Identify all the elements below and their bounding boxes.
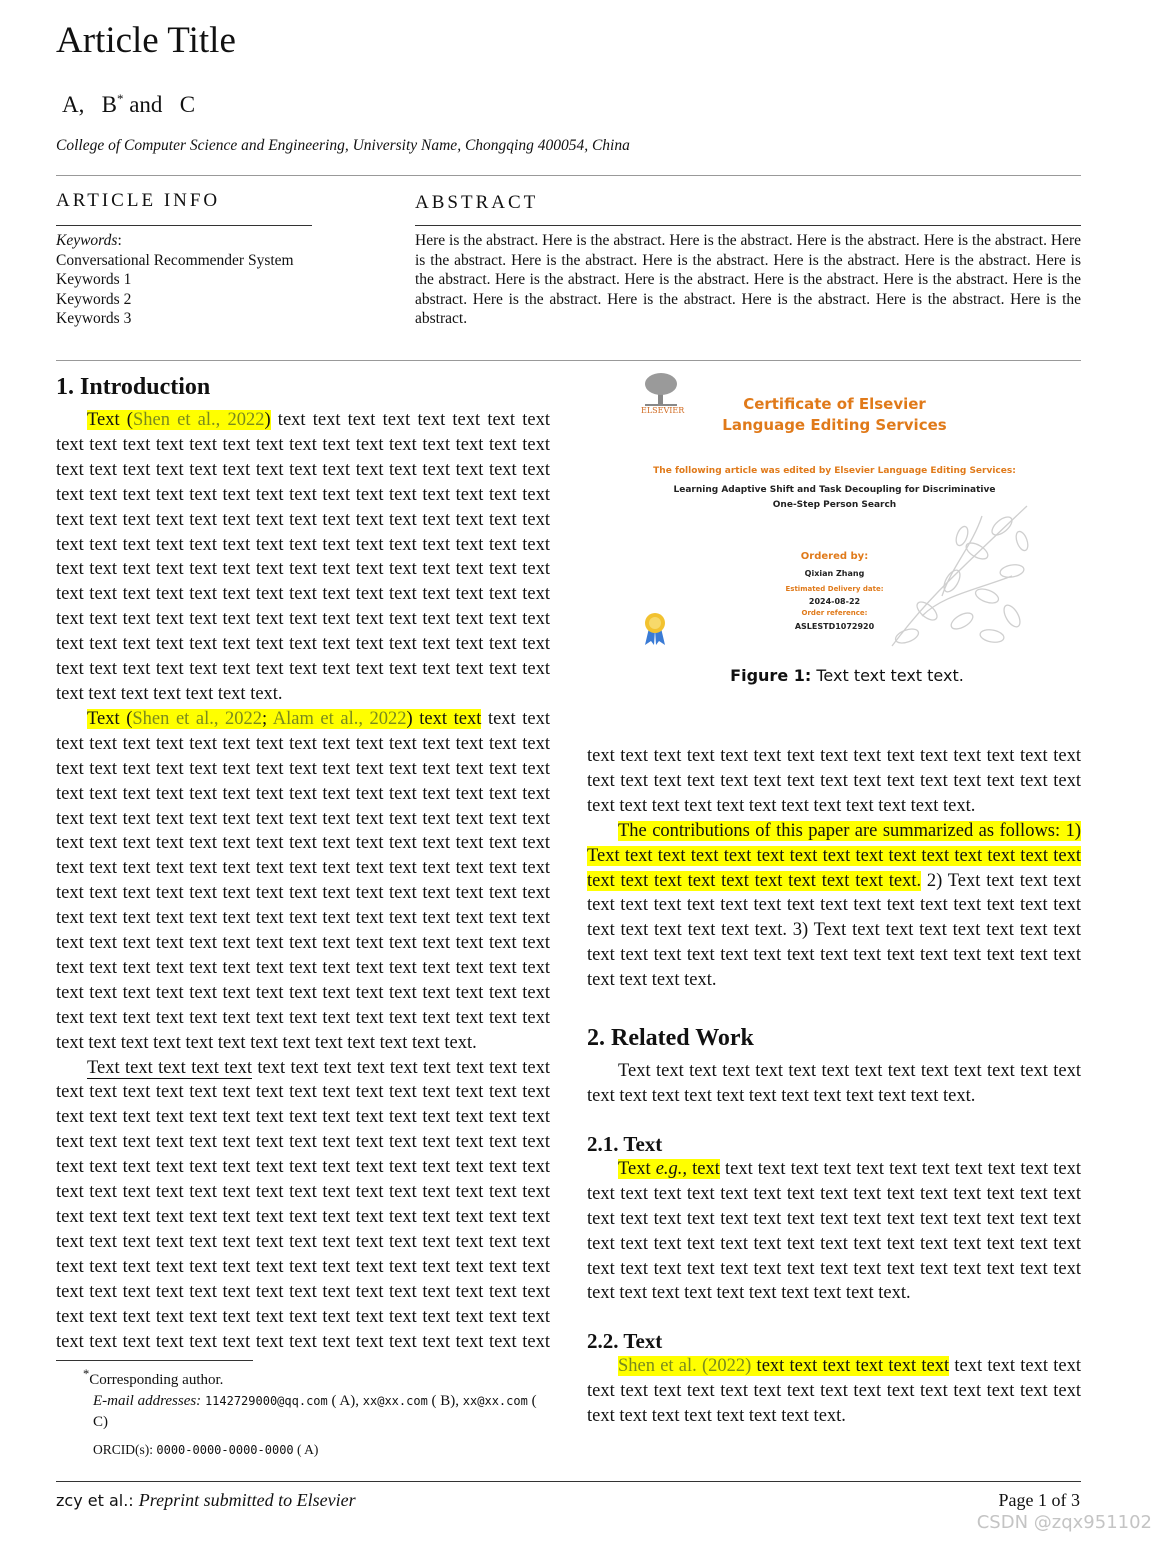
keyword-item: Conversational Recommender System — [56, 251, 294, 269]
paragraph-text: 2) Text text text text text text text text text text text text text text text text text text text text text text text text text. 3) Text text text text text text text text text text text text text text text text text text text text text text text text text text text. — [587, 870, 1081, 991]
contributions-paragraph — [587, 819, 1081, 993]
citation-link[interactable]: Shen et al. (2022) — [618, 1356, 752, 1377]
footnote-text: ( A), — [327, 1393, 363, 1409]
footnote-text: ( B), — [427, 1393, 463, 1409]
caption-label: Figure 1: — [730, 666, 812, 685]
highlight-text: text text text text text text — [751, 1356, 950, 1377]
footnote-orcid — [56, 1439, 550, 1461]
intro-paragraph-2 — [56, 707, 550, 1056]
highlight: The contributions of this paper are summarized as follows: 1) Text text text text text text text text text text text text text text text text text text text text text text text text text. — [587, 820, 1081, 891]
paragraph-text: text text text text text text text text text text text text text text text text text text text text text text text text text text text. — [587, 1356, 1081, 1427]
article-info-heading: ARTICLE INFO — [56, 190, 221, 211]
highlight — [618, 1356, 949, 1376]
footer-authors: zcy et al. — [56, 1491, 129, 1510]
email-link[interactable]: xx@xx.com — [462, 1394, 528, 1408]
corresponding-mark: * — [116, 91, 124, 106]
ordered-by-name: Qixian Zhang — [804, 569, 865, 578]
footnote-text: ( C) — [93, 1393, 537, 1430]
watermark: CSDN @zqx951102 — [976, 1512, 1152, 1533]
email-link[interactable]: xx@xx.com — [362, 1394, 428, 1408]
underlined-text: Text text text text text — [87, 1057, 253, 1078]
keywords-label: Keywords — [56, 232, 118, 249]
delivery-date: 2024-08-22 — [808, 597, 861, 606]
orcid-link[interactable]: 0000-0000-0000-0000 — [156, 1443, 294, 1457]
subsection-heading-2-2: 2.2. Text — [587, 1329, 663, 1354]
intro-paragraph-1 — [56, 408, 550, 707]
paragraph-text: text text text text text text text text text text text text text text text text text text text text text text text text text text text text text text text text text text text text text text text text text text text text text text text text text text text text text text text text text text text text text text text text text text text text text text text text text text text text text text text text text text text text text text text text text text text text text text text text text text text text text text text text text text text text text text text text text text text text text text text text text text text text text text text text text text text text text text text text text text text text text text text text text text text text text text text text text text text text text text text text text text text text text text text text text text text text text text text text text text text text text text text text text text text text text text text text text text text. — [56, 708, 550, 1053]
email-label: E-mail addresses: — [93, 1393, 202, 1409]
footnote-text: Corresponding author. — [89, 1372, 224, 1388]
publisher-name: ELSEVIER — [641, 406, 685, 415]
figure-caption — [637, 666, 1057, 685]
caption-text: Text text text text. — [811, 666, 964, 685]
abstract-text: Here is the abstract. Here is the abstract. Here is the abstract. Here is the abstract. Here is the abstract. Here is the abstract. Here is the abstract. Here is the abstract. Here is the abstract. Here is the abstract. Here is the abstract. Here is the abstract. Here is the abstract. Here is the abstract. Here is the abstract. Here is the abstract. Here is the abstract. Here is the abstract. Here is the abstract. Here is the abstract. Here is the abstract. — [415, 232, 1081, 328]
ordered-by-label: Ordered by: — [800, 551, 869, 562]
article-title-line: One-Step Person Search — [772, 500, 897, 510]
section-heading-related-work: 2. Related Work — [587, 1025, 754, 1052]
related-work-paragraph: Text text text text text text text text text text text text text text text text text text text text text text text text text text. — [587, 1061, 1081, 1106]
article-title-line: Learning Adaptive Shift and Task Decoupling for Discriminative — [673, 485, 996, 495]
divider — [56, 175, 1081, 176]
author-and: and — [129, 92, 163, 117]
article-title: Article Title — [56, 20, 236, 61]
page-number: Page 1 of 3 — [998, 1490, 1080, 1510]
keywords-label-line: Keywords: — [56, 232, 122, 249]
email-link[interactable]: 1142729000@qq.com — [204, 1394, 328, 1408]
highlight-text: text — [687, 1158, 720, 1179]
delivery-label: Estimated Delivery date: — [785, 585, 884, 593]
subsection-2-2-paragraph — [587, 1354, 1081, 1429]
citation-link[interactable]: Shen et al., 2022 — [132, 410, 265, 430]
highlight-text: Text ( — [87, 708, 133, 729]
highlight-text: Text ( — [87, 410, 133, 430]
subsection-heading-2-1: 2.1. Text — [587, 1131, 663, 1156]
citation-link[interactable]: Shen et al., 2022 — [132, 708, 263, 729]
highlight-text: ) — [264, 410, 271, 430]
corresponding-mark: * — [83, 1367, 90, 1381]
divider — [56, 360, 1081, 361]
highlight-text: ) text text — [406, 708, 482, 729]
highlight — [87, 410, 271, 430]
footer-running-head — [56, 1490, 356, 1511]
footnote-block — [56, 1364, 550, 1461]
author-b: B — [101, 92, 117, 117]
paragraph-text: text text text text text text text text text text text text text text text text text text text text text text text text text text text text text text text text text text text text text text text text text text text text text text text text text text text text text text text text text text text text text text text text text text text text text text text text text text text text text text text text text text text text text text text text text text text text text text text text text text text text text text text text text text text text text text text text text text text text text text text text text text text text text text text text text text text text text text text text text text text text text text text text text text text text text text text text text text text text text text text text text text text text text. — [56, 410, 550, 704]
right-column — [587, 744, 1081, 1429]
highlight-text: Text — [618, 1158, 656, 1179]
left-column — [56, 372, 550, 1356]
certificate-title — [637, 394, 1032, 436]
paragraph-text: text text text text text text text text text text text text text text text text text text text text text text text text text text text text text text text text text text text text text text text text text text text text text text text text text text text text text text text text text text text text text text text text text text text text text text text text text text text text text text text text text text text text text text text text text text text text text text text text text text text text text text text text text text text text text text text text text text text text text text text text text text text text text text text text text text text text text text text text text text text text text text text text text text text text text text text text text text text text text text text text text text text text text text text text text text text text text text — [56, 1057, 550, 1352]
order-ref-label: Order reference: — [801, 609, 868, 617]
subsection-2-1-paragraph — [587, 1157, 1081, 1306]
divider — [56, 225, 312, 226]
highlight — [87, 709, 481, 729]
highlight — [618, 1159, 720, 1179]
footnote-rule — [56, 1360, 253, 1361]
author-a: A, — [62, 92, 85, 117]
author-c: C — [179, 92, 196, 117]
footer-colon: : — [128, 1491, 139, 1510]
paragraph-text: text text text text text text text text text text text text text text text text text text text text text text text text text text text text text text text text text text text text text text text text text text text text text text text text text text text text text text text text text text text text text text text text text text text text text text text text text text text text text text text text text. — [587, 1158, 1081, 1304]
footnote-emails — [56, 1391, 550, 1433]
footnote-corresponding — [56, 1364, 550, 1391]
highlight-text: ; — [262, 708, 273, 729]
citation-link[interactable]: Alam et al., 2022 — [272, 708, 407, 729]
intro-paragraph-3 — [56, 1056, 550, 1356]
certificate-title-line: Certificate of Elsevier — [743, 395, 926, 413]
footer-rule — [56, 1481, 1081, 1482]
orcid-label: ORCID(s): — [93, 1442, 157, 1457]
abstract-heading: ABSTRACT — [415, 192, 539, 213]
keyword-item: Keywords 3 — [56, 310, 132, 328]
order-reference: ASLESTD1072920 — [794, 622, 875, 631]
footer-venue: Preprint submitted to Elsevier — [138, 1490, 356, 1510]
affiliation: College of Computer Science and Engineering, University Name, Chongqing 400054, China — [56, 137, 630, 154]
keyword-item: Keywords 1 — [56, 271, 132, 289]
award-badge-icon — [642, 612, 668, 646]
certificate-figure — [637, 366, 1032, 648]
certificate-title-line: Language Editing Services — [722, 416, 947, 434]
edited-by-text: The following article was edited by Elsevier Language Editing Services: — [653, 466, 1016, 476]
keyword-item: Keywords 2 — [56, 290, 132, 308]
keywords-block — [56, 231, 316, 329]
footnote-text: ( A) — [293, 1442, 319, 1457]
divider — [415, 225, 1081, 226]
author-list — [62, 84, 195, 120]
intro-continued-paragraph: text text text text text text text text text text text text text text text text text text text text text text text text text text text text text text text text text text text text text text text text text text. — [587, 746, 1081, 816]
highlight-text: e.g., — [655, 1158, 688, 1179]
section-heading-introduction: 1. Introduction — [56, 374, 211, 400]
